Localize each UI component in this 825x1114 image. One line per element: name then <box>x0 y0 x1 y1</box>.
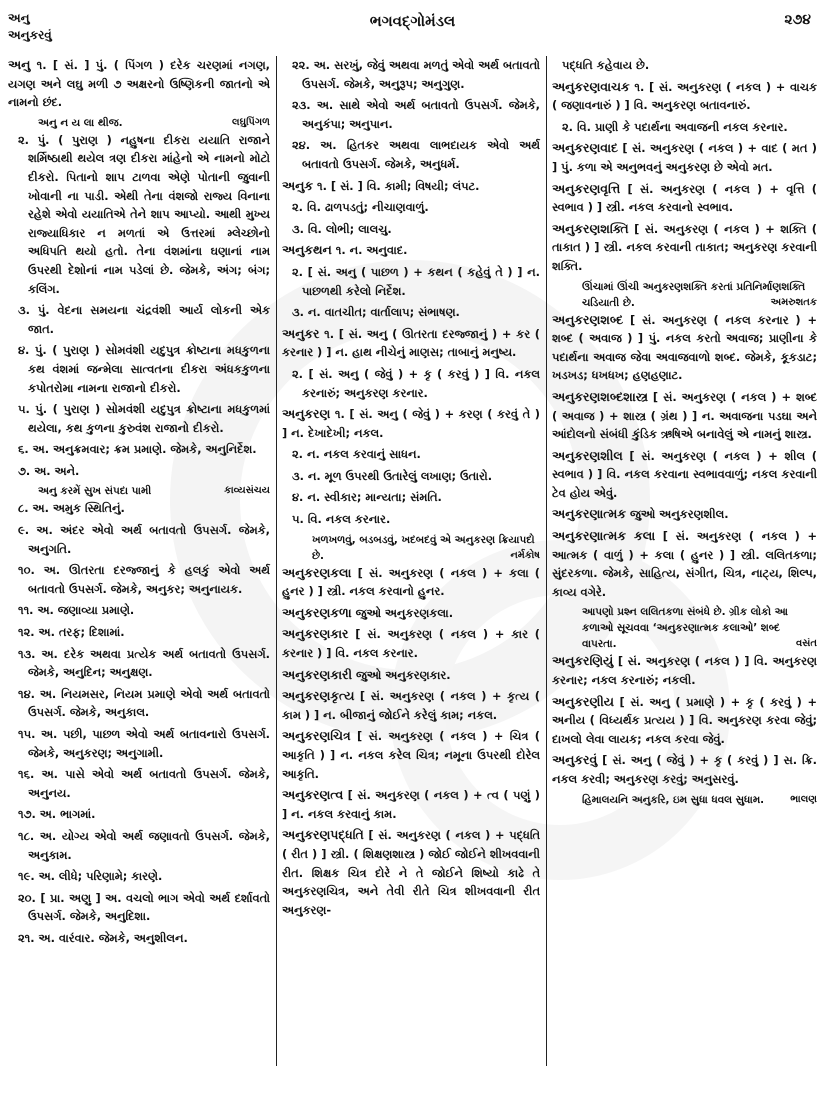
entry-definition: [ સં. અનુકરણ ( નકલ ) + ત્વ ( પણું ) ] ન. નકલ કરવાનું કામ. <box>282 788 540 821</box>
entry-headword: અનુકરણકળા <box>282 604 352 620</box>
entry-headword: અનુકરણચિત્ર <box>282 728 351 744</box>
citation-quote <box>8 115 270 131</box>
entry-definition: [ સં. અનુકરણ ( નકલ ) + આત્મક ( વાળું ) + કલા ( હુનર ) ] સ્ત્રી. લલિતકળા; સુંદરકળા. જેમકે, સાહિત્ય, સંગીત, ચિત્ર, નાટ્ય, શિલ્પ, કાવ્ય વગેરે. <box>552 529 818 599</box>
entry-definition: ૨. [ સં. અનુ ( પાછળ ) + કથન ( કહેવું તે ) ] ન. પાછળથી કરેલો નિર્દેશ. <box>292 264 540 298</box>
citation-text: ઊંચામાં ઊંચી અનુકરણશક્તિ કરતાં પ્રતિનિર્માણશક્તિ ચડિયાતી છે. <box>582 280 806 309</box>
entry-headword: અનુકરણકાર <box>282 626 349 642</box>
entry-definition: [ સં. અનુકરણ ( નકલ ) + શબ્દ ( અવાજ ) + શાસ્ત્ર ( ગ્રંથ ) ] ન. અવાજના પડઘા અને આંદોલનો સંબંધી કુંડિક ઋષિએ બનાવેલું એ નામનું શાસ્ત્ર. <box>552 389 817 442</box>
citation-text: અનુ કરમેં સુખ સંપદા પામી <box>38 485 152 498</box>
dictionary-entry <box>282 826 540 919</box>
entry-definition: ૧૭. અ. ભાગમાં. <box>18 807 96 822</box>
dictionary-entry <box>282 405 540 442</box>
entry-definition: ૫. પું. ( પુરાણ ) સોમવંશી યદુપુત્ર ક્રોષ્ટાના મધકુળમાં થયેલા, કથ કુળના કુરુવંશ રાજાનો દીકરો. <box>18 402 270 435</box>
page-header <box>0 8 825 48</box>
entry-sense <box>18 889 270 926</box>
entry-sense <box>292 96 540 133</box>
entry-definition: ૩. ન. વાતચીત; વાર્તાલાપ; સંભાષણ. <box>292 305 460 320</box>
dictionary-entry <box>282 786 540 823</box>
entry-sense <box>292 263 540 300</box>
entry-sense <box>292 56 540 93</box>
dictionary-entry <box>282 604 540 623</box>
entry-sense <box>18 440 270 459</box>
entry-sense <box>18 805 270 824</box>
entry-definition: ૫. વિ. નકલ કરનાર. <box>292 512 391 527</box>
entry-sense <box>292 365 540 402</box>
entry-sense <box>18 341 270 397</box>
entry-definition: ૧. [ સં. અનુ ( ઊતરતા દરજ્જાનું ) + કર ( કરનાર ) ] ન. હાથ નીચેનું માણસ; તાબાનું મનુષ્ય. <box>282 326 540 360</box>
entry-headword: અનુ <box>8 57 31 72</box>
entry-sense <box>18 400 270 437</box>
entry-sense <box>292 198 540 217</box>
entry-definition: ૪. ન. સ્વીકાર; માન્યતા; સંમતિ. <box>292 490 442 505</box>
entry-definition: જુઓ અનુકરણકલા. <box>351 605 454 620</box>
entry-headword: અનુકરણાત્મક કલા <box>552 528 656 544</box>
entry-sense <box>18 645 270 682</box>
citation-text: ખળખળવું, બડબડવું, ખદબદવું એ અનુકરણ ક્રિયાપદો છે. <box>312 533 535 562</box>
dictionary-entry <box>552 693 817 749</box>
entry-headword: અનુકરણીય <box>552 693 614 709</box>
entry-definition: પદ્ધતિ કહેવાય છે. <box>562 58 650 72</box>
citation-quote <box>552 792 817 808</box>
entry-definition: ૨૧. અ. વારંવાર. જેમકે, અનુશીલન. <box>18 930 188 945</box>
column-divider <box>546 56 547 1066</box>
entry-definition: ૧. [ સં. ] પું. ( પિંગળ ) દરેક ચરણમાં નગણ, યગણ અને લઘુ મળી ૭ અક્ષરનો ઉષ્ણિકની જાતનો એ નામનો છંદ. <box>8 58 270 110</box>
entry-definition: [ સં. અનુકરણ ( નકલ ) + ચિત્ર ( આકૃતિ ) ] ન. નકલ કરેલ ચિત્ર; નમૂના ઉપરથી દોરેલ આકૃતિ. <box>282 729 540 781</box>
entry-definition: ૧૩. અ. દરેક અથવા પ્રત્યેક અર્થ બતાવતો ઉપસર્ગ. જેમકે, અનુદિન; અનુક્ષણ. <box>18 646 270 680</box>
entry-definition: ૧૪. અ. નિયમસર, નિયમ પ્રમાણે એવો અર્થ બતાવતો ઉપસર્ગ. જેમકે, અનુકાલ. <box>18 686 270 720</box>
entry-sense <box>18 301 270 338</box>
entry-definition: ૨૪. અ. હિતકર અથવા લાભદાયક એવો અર્થ બતાવતો ઉપસર્ગ. જેમકે, અનુધર્મ. <box>292 138 540 171</box>
entry-sense <box>18 499 270 518</box>
entry-definition: ૨. પું. ( પુરાણ ) નહુષના દીકરા યયાતિ રાજાને શર્મિષ્ઠાથી થયેલ ત્રણ દીકરા માંહેનો એ નામનો મોટો દીકરો. પિતાનો શાપ ટાળવા એણે પોતાની જુવાની ખોવાની ના પાડી. એથી તેના વંશજો રાજ્ય વિનાના રહેશે એવો યયાતિએ તેને શાપ આપ્યો. આથી મુખ્ય રાજ્યાધિકાર ન મળતાં એ ઉત્તરમાં મ્લેચ્છોનો અધિપતિ થયો હતો. તેના વંશમાંના ઘણાનાં નામ ઉપરથી દેશોનાં નામ પડેલાં છે. જેમકે, અંગ; બંગ; કલિંગ. <box>18 132 270 296</box>
entry-definition: ૪. પું. ( પુરાણ ) સોમવંશી યદુપુત્ર ક્રોષ્ટાના મધકુળના કથ વંશમાં જન્મેલા સાત્વતના દીકરા અંધકકુળના કપોતરોમા નામના રાજાનો દીકરો. <box>18 343 270 395</box>
column-2 <box>282 56 540 922</box>
entry-definition: [ સં. અનુકરણ ( નકલ કરનાર ) + શબ્દ ( અવાજ ) ] પું. નકલ કરતો અવાજ; પ્રાણીના કે પદાર્થના અવાજ જેવા અવાજવાળો શબ્દ. જેમકે, કૂકડાટ; ખડખડ; ધખધખ; હણહણાટ. <box>552 312 817 383</box>
column-divider <box>276 56 277 1066</box>
entry-sense <box>292 488 540 507</box>
entry-headword: અનુકરણવાચક <box>552 78 630 94</box>
entry-definition: [ સં. અનુકરણ ( નકલ ) + શીલ ( સ્વભાવ ) ] વિ. નકલ કરવાના સ્વભાવવાળું; નકલ કરવાની ટેવ હોય એવું. <box>552 448 817 500</box>
entry-headword: અનુકરણ <box>282 406 331 422</box>
dictionary-entry <box>552 139 817 176</box>
entry-definition: ૧. [ સં. ] વિ. કામી; વિષયી; લંપટ. <box>313 178 480 193</box>
citation-text: અનુ ન ય લા થીજ. <box>38 116 123 129</box>
entry-definition: ૬. અ. અનુક્રમવાર; ક્રમ પ્રમાણે. જેમકે, અનુનિર્દેશ. <box>18 442 257 457</box>
citation-source: નર્મકોષ <box>510 549 540 561</box>
entry-definition: ૨. [ સં. અનુ ( જેવું ) + કૃ ( કરવું ) ] વિ. નકલ કરનારું; અનુકરણ કરનાર. <box>292 366 540 400</box>
dictionary-entry <box>552 388 817 444</box>
entry-sense <box>18 131 270 298</box>
entry-definition: [ સં. અનુકરણ ( નકલ ) + વૃત્તિ ( સ્વભાવ ) ] સ્ત્રી. નકલ કરવાનો સ્વભાવ. <box>552 181 817 215</box>
entry-sense <box>18 462 270 481</box>
entry-definition: [ સં. અનુ ( પ્રમાણે ) + કૃ ( કરવું ) + અનીય ( વિધ્યર્થક પ્રત્યય ) ] વિ. અનુકરણ કરવા જેવું; દાખલો લેવા લાયક; નકલ કરવા જેવું. <box>552 694 817 746</box>
entry-headword: અનુકરણશીલ <box>552 447 623 463</box>
dictionary-entry <box>552 78 817 115</box>
dictionary-entry <box>282 325 540 362</box>
entry-headword: અનુકરણશબ્દ <box>552 311 624 327</box>
dictionary-entry <box>282 241 540 260</box>
entry-definition: ૧. [ સં. અનુ ( જેવું ) + કરણ ( કરવું તે ) ] ન. દેખાદેખી; નકલ. <box>282 407 540 440</box>
entry-sense <box>292 510 540 529</box>
entry-headword: અનુકરણપદ્ધતિ <box>282 827 364 843</box>
entry-definition: ૧. ન. અનુવાદ. <box>331 243 408 258</box>
entry-definition: ૧૯. અ. લીધે; પરિણામે; કારણે. <box>18 869 163 884</box>
entry-definition: ૧૮. અ. યોગ્ય એવો અર્થ જણાવતો ઉપસર્ગ. જેમકે, અનુકામ. <box>18 828 270 862</box>
guide-word-last: અનુકરવું <box>8 28 52 42</box>
dictionary-entry <box>552 180 817 217</box>
dictionary-entry <box>552 311 817 385</box>
citation-text: આપણો પ્રશ્ન લલિતકળા સંબંધે છે. ગ્રીક લોકો આ કળાઓ સૂચવવા ‘અનુકરણાત્મક કલાઓ’ શબ્દ વાપરતા. <box>582 606 788 651</box>
dictionary-entry <box>552 751 817 788</box>
column-3 <box>552 56 817 808</box>
entry-sense <box>562 56 817 75</box>
entry-definition: ૩. વિ. લોભી; લાલચુ. <box>292 221 392 236</box>
citation-quote <box>282 532 540 564</box>
entry-definition: ૨. વિ. ઢાળપડતું; નીચાણવાળું. <box>292 200 429 215</box>
entry-headword: અનુકરણકૃત્ય <box>282 688 355 704</box>
entry-headword: અનુકરણવૃત્તિ <box>552 180 621 196</box>
citation-text: હિમાલયનિ અનુકરિ, ઇમ સુધા ધવલ સુધામ. <box>582 793 765 806</box>
entry-definition: ૩. ન. મૂળ ઉપરથી ઉતારેલું લખાણ; ઉતારો. <box>292 468 493 483</box>
entry-sense <box>292 220 540 239</box>
entry-definition: [ સં. અનુ ( જેવું ) + કૃ ( કરવું ) ] સ. ક્રિ. નકલ કરવી; અનુકરણ કરવું; અનુસરવું. <box>552 753 817 786</box>
dictionary-entry <box>552 220 817 276</box>
entry-headword: અનુકરણકલા <box>282 564 352 580</box>
entry-sense <box>18 929 270 948</box>
dictionary-entry <box>282 564 540 601</box>
page-number: ૨૭૪ <box>784 12 811 28</box>
entry-definition: ૯. અ. અંદર એવો અર્થ બતાવતો ઉપસર્ગ. જેમકે, અનુગતિ. <box>18 523 270 556</box>
entry-definition: ૮. અ. અમુક સ્થિતિનું. <box>18 501 125 516</box>
entry-definition: ૨. વિ. પ્રાણી કે પદાર્થના અવાજની નકલ કરનાર. <box>562 119 788 134</box>
entry-definition: [ સં. અનુકરણ ( નકલ ) + કાર ( કરનાર ) ] વિ. નકલ કરનાર. <box>282 627 540 661</box>
entry-sense <box>18 623 270 642</box>
entry-sense <box>292 445 540 464</box>
entry-headword: અનુકર <box>282 325 320 341</box>
column-1 <box>8 56 270 951</box>
dictionary-entry <box>282 177 540 196</box>
citation-source: લઘુપિંગળ <box>232 116 270 128</box>
dictionary-entry <box>552 505 817 524</box>
citation-source: ભાલણ <box>790 793 817 805</box>
dictionary-entry <box>552 527 817 601</box>
guide-word-first: અનુ <box>8 11 30 25</box>
entry-definition: ૭. અ. અને. <box>18 463 80 478</box>
citation-source: વસંત <box>796 638 817 650</box>
entry-definition: ૨૨. અ. સરખું, જેવું અથવા મળતું એવો અર્થ બતાવતો ઉપસર્ગ. જેમકે, અનુરૂપ; અનુગુણ. <box>292 58 540 91</box>
entry-headword: અનુકરણકારી <box>282 666 352 682</box>
entry-definition: [ સં. અનુકરણ ( નકલ ) + પદ્ધતિ ( રીત ) ] સ્ત્રી. ( શિક્ષણશાસ્ત્ર ) જોઈ જોઈને શીખવવાની રીત. શિક્ષક ચિત્ર દોરે ને તે જોઈને શિષ્યો કાઢે તે અનુકરણચિત્ર, અને તેવી રીતે ચિત્ર શીખવવાની રીત અનુકરણ- <box>282 828 540 917</box>
entry-sense <box>18 765 270 802</box>
entry-sense <box>18 685 270 722</box>
entry-headword: અનુકરણાત્મક <box>552 506 626 522</box>
entry-headword: અનુકરવું <box>552 752 598 768</box>
citation-quote <box>8 483 270 499</box>
entry-headword: અનુક <box>282 177 314 193</box>
dictionary-entry <box>282 727 540 783</box>
entry-definition: ૧૦. અ. ઊતરતા દરજ્જાનું કે હલકું એવો અર્થ બતાવતો ઉપસર્ગ. જેમકે, અનુકર; અનુનાયક. <box>18 563 270 596</box>
entry-definition: [ સં. અનુકરણ ( નકલ ) ] વિ. અનુકરણ કરનાર; નકલ કરનારું; નકલી. <box>552 654 817 688</box>
entry-headword: અનુકરણશક્તિ <box>552 220 629 236</box>
page-title: ભગવદ્ગોમંડલ <box>369 12 456 30</box>
entry-definition: ૧૧. અ. જણાવ્યા પ્રમાણે. <box>18 603 135 618</box>
entry-sense <box>18 561 270 598</box>
entry-definition: ૧૬. અ. પાસે એવો અર્થ બતાવતો ઉપસર્ગ. જેમકે, અનુનય. <box>18 767 270 800</box>
entry-definition: ૧. [ સં. અનુકરણ ( નકલ ) + વાચક ( જણાવનારું ) ] વિ. અનુકરણ બતાવનારું. <box>552 79 817 113</box>
entry-definition: ૨૦. [ પ્રા. અણુ ] અ. વચલો ભાગ એવો અર્થ દર્શાવતો ઉપસર્ગ. જેમકે, અનુદિશા. <box>18 890 270 924</box>
dictionary-entry <box>282 687 540 724</box>
entry-definition: ૨૩. અ. સાથે એવો અર્થ બતાવતો ઉપસર્ગ. જેમકે, અનુકંપા; અનુપાન. <box>292 98 540 131</box>
entry-sense <box>562 118 817 137</box>
citation-source: અમરુશતક <box>770 296 817 308</box>
entry-sense <box>292 136 540 173</box>
entry-headword: અનુકરણવાદ <box>552 140 618 156</box>
entry-definition: ૩. પું. વેદના સમયના ચંદ્રવંશી આર્ય લોકની એક જાત. <box>18 303 270 336</box>
entry-sense <box>18 867 270 886</box>
entry-sense <box>292 303 540 322</box>
citation-source: કાવ્યસંચય <box>224 485 270 497</box>
entry-sense <box>18 827 270 864</box>
entry-definition: [ સં. અનુકરણ ( નકલ ) + વાદ ( મત ) ] પું. કળા એ અનુભવનું અનુકરણ છે એવો મત. <box>552 141 817 174</box>
entry-sense <box>18 725 270 762</box>
entry-sense <box>18 521 270 558</box>
dictionary-entry <box>282 625 540 662</box>
entry-definition: જુઓ અનુકરણકાર. <box>352 667 451 682</box>
dictionary-entry <box>282 666 540 685</box>
entry-definition: ૨. ન. નકલ કરવાનું સાધન. <box>292 447 421 462</box>
entry-headword: અનુકરણશબ્દશાસ્ત્ર <box>552 388 648 404</box>
citation-quote <box>552 279 817 311</box>
entry-headword: અનુકથન <box>282 242 332 258</box>
entry-definition: ૧૨. અ. તરફ; દિશામાં. <box>18 625 125 640</box>
entry-definition: જુઓ અનુકરણશીલ. <box>625 507 729 522</box>
entry-definition: [ સં. અનુકરણ ( નકલ ) + કલા ( હુનર ) ] સ્ત્રી. નકલ કરવાનો હુનર. <box>282 565 540 599</box>
entry-definition: [ સં. અનુકરણ ( નકલ ) + કૃત્ય ( કામ ) ] ન. બીજાનું જોઈને કરેલું કામ; નકલ. <box>282 689 540 722</box>
entry-definition: [ સં. અનુકરણ ( નકલ ) + શક્તિ ( તાકાત ) ] સ્ત્રી. નકલ કરવાની તાકાત; અનુકરણ કરવાની શક્તિ. <box>552 221 817 273</box>
dictionary-entry <box>552 447 817 503</box>
dictionary-columns <box>0 56 825 1114</box>
dictionary-entry <box>8 56 270 112</box>
dictionary-entry <box>552 652 817 689</box>
entry-definition: ૧૫. અ. પછી, પાછળ એવો અર્થ બતાવનારો ઉપસર્ગ. જેમકે, અનુકરણ; અનુગામી. <box>18 727 270 760</box>
entry-headword: અનુકરણિયું <box>552 653 614 669</box>
citation-quote <box>552 604 817 652</box>
entry-sense <box>18 601 270 620</box>
entry-sense <box>292 467 540 486</box>
entry-headword: અનુકરણત્વ <box>282 787 344 803</box>
